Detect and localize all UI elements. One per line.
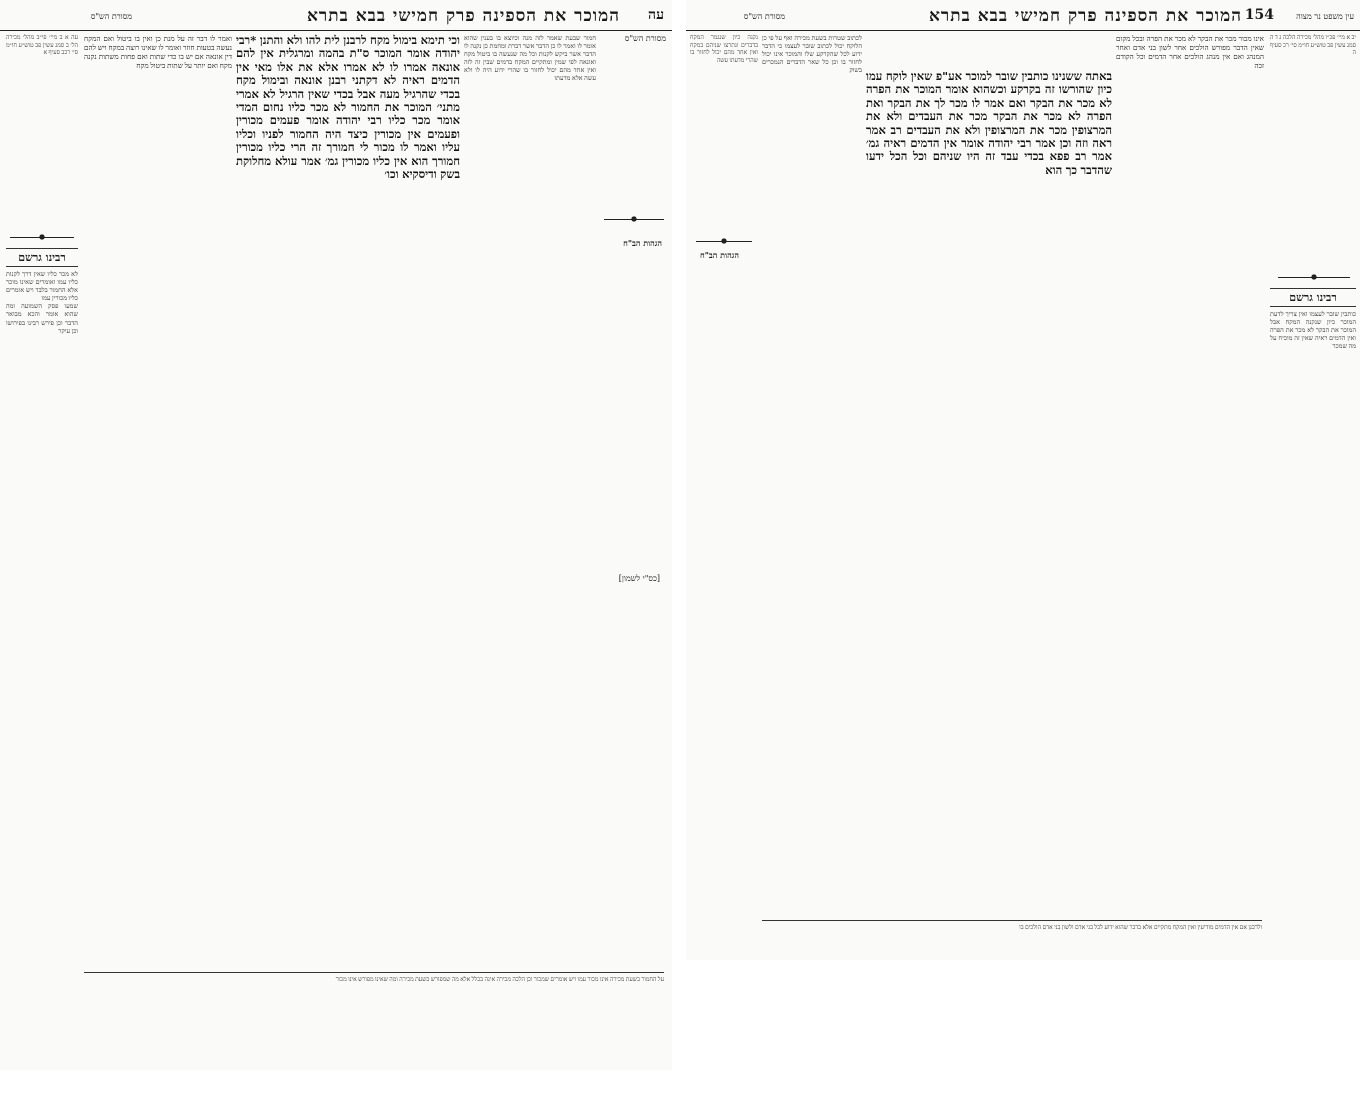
right-running-header <box>686 4 1360 31</box>
right-footnote-text: ולרבנן אם אין הדמים מודיעין ואין המקח מתקיים אלא בדבר שהוא ידוע לכל בני אדם ולשון בני אדם הולכים בו <box>1019 924 1262 931</box>
left-header-title: המוכר את הספינה פרק חמישי בבא בתרא <box>306 6 620 26</box>
right-rabbeinu-heading: רבינו גרשם <box>1270 288 1356 307</box>
right-header-title: המוכר את הספינה פרק חמישי בבא בתרא <box>928 6 1242 26</box>
right-footnote-rule <box>762 920 1262 921</box>
left-masoret-label: מסורת הש"ס <box>624 34 666 43</box>
right-tosafot-text: אינו מכור מכר את הבקר לא מכר את הפרה ובכל מקום שאין הדבר מפורש הולכים אחר לשון בני אדם ואחר המנהג ואם אין מנהג הולכים אחר הדמים וכל הקודם זכה <box>1116 34 1264 71</box>
right-ornament-2 <box>1278 272 1350 282</box>
left-footnote-text: על החמור בשעת מכירה אינו מכור עמו ויש אומרים שמכור וכן הלכה מכירה אינה בכלל אלא מה שמפורש בשעת מכירה ומה שאינו מפורש אינו מכור <box>335 976 664 983</box>
left-folio: עה <box>648 7 664 23</box>
left-footnote-rule <box>84 972 664 973</box>
right-rashi-text: לכתוב שטרות בשעת מכירה ואף על פי כן הלוקח יכול לכתוב שובר לעצמו כי הדבר ידוע לכל שהקרקע שלו והמוכר אינו יכול לחזור בו וכן כל שאר הדברים הנמכרים בשוק <box>762 34 862 75</box>
right-header-ein-mishpat: עין משפט נר מצוה <box>1296 12 1354 21</box>
right-hagahot-label: הגהות הב"ח <box>700 250 739 260</box>
left-ornament-1 <box>10 232 74 242</box>
left-bracket-note: [כס"י לשמון] <box>618 574 660 583</box>
right-gemara-text <box>866 70 1112 177</box>
right-ein-mishpat-text: יב א מיי׳ פכ״ו מהל׳ מכירה הלכה ג ד ה סמג עשין פב טוש״ע חו״מ סי׳ רכ סעיף ה <box>1270 34 1356 57</box>
right-folio: 154 <box>1244 7 1274 23</box>
left-running-header <box>0 4 672 31</box>
left-gemara-body: וכי תימא בימול מקח לרבנן לית להו ולא והתנן *רבי יהודה אומר המוכר ס"ת בהמה ומרגלית אין להם אונאה אמרו לו לא אמרו אלא את אלו מאי אין הדמים ראיה לא דקתני רבנן אונאה ובימול מקח בכדי שהרגיל מעה אבל בכדי שאין הרגיל לא אמרי מתני׳ המוכר את החמור לא מכר כליו נחום המדי אומר מכר כליו רבי יהודה אומר פעמים מכורין ופעמים אין מכורין כיצד היה החמור לפניו וכליו עליו ואמר לו מכור לי חמורך זה הרי כליו מכורין חמורך הוא אין כליו מכורין גמ׳ אמר עולא מחלוקת בשק ודיסקיא וכו׳ <box>236 34 460 182</box>
right-gemara-body: באתה ששנינו כותבין שובר למוכר אע"פ שאין לוקח עמו כיון שהורשו זה בקרקע וכשהוא אומר המוכר את הפרה לא מכר את הבקר ואם אמר לו מכר לך את הבקר ואת הפרה לא מכר את הבקר מכר את העבדים ולא את המרצופין מכר את המרצופין ולא את העבדים רב אמר ראה וזה וכן אמר רבי יהודה אומר אין הדמים ראיה גמ׳ אמר רב פפא בכדי עבד זה היו שניהם וכל הכל ידעו שהדבר כך הוא <box>866 70 1112 177</box>
left-header-masoret: מסורת הש"ס <box>90 12 132 21</box>
left-page <box>0 0 672 1070</box>
left-outer-margin-text: שמעו פסק השמועה ומה שהוא אומר והכא מבואר הדבר וכן פירש רבינו בפירושו וכן עיקר <box>6 302 78 335</box>
left-rashi-text: חמור שבעת שאמר לזה מנה וכיוצא בו בענין שהוא אומר לו ואמר לו כן הדבר אשר דברת ומחמת כן נקנה לו הדבר אשר ביקש לקנות וכל מה שנעשה בו ביטול מקח ואונאה לפי שמין ומתקיים המקח בדמים שבין זה לזה ואין אחד מהם יכול לחזור בו שהרי ידוע היה לו ולא עשה אלא מדעתו <box>464 34 596 83</box>
right-page <box>686 0 1360 960</box>
left-gemara-text <box>236 34 460 181</box>
left-tosafot-text: ואמר לו דבר זה על מנת כן ואין בו ביטול ואם המקח נעשה בטעות חוזר ואומר לו שאינו רוצה במקח ויש להם דין אונאה אם יש בו כדי שתות ואם פחות משתות נקנה מקח ואם יותר על שתות ביטול מקח <box>84 34 232 71</box>
left-ornament-2 <box>604 214 664 224</box>
left-rabbeinu-text: לא מכר כליו שאין דרך לקנות כליו עמו ואומרים שאינו מוכר אלא החמור בלבד ויש אומרים כליו מכורין עמו <box>6 270 78 303</box>
right-rabbeinu-text: כותבין שובר לעצמו ואין צריך לדעת המוכר כיון שנקנה המקח אבל המוכר את הבקר לא מכר את הפרה ואין הדמים ראיה שאין זה מוכיח על מה שמכר <box>1270 310 1356 351</box>
right-ornament-1 <box>696 236 752 246</box>
left-hagahot-label: הגהות הב"ח <box>623 238 662 248</box>
right-masoret-text: נקנה כיון שנגמר המקח בדברים ונתרצו שניהם במקח ואין אחד מהם יכול לחזור בו שהרי מדעתו עשה <box>690 34 758 64</box>
left-ein-mishpat-text: עה א ב מיי׳ פי״ב מהל׳ מכירה הל׳ ב סמג עשין פב טוש״ע חו״מ סי׳ רכב סעיף א <box>6 34 78 57</box>
left-rabbeinu-heading: רבינו גרשם <box>6 248 78 267</box>
right-header-masoret: מסורת הש"ס <box>743 12 785 21</box>
